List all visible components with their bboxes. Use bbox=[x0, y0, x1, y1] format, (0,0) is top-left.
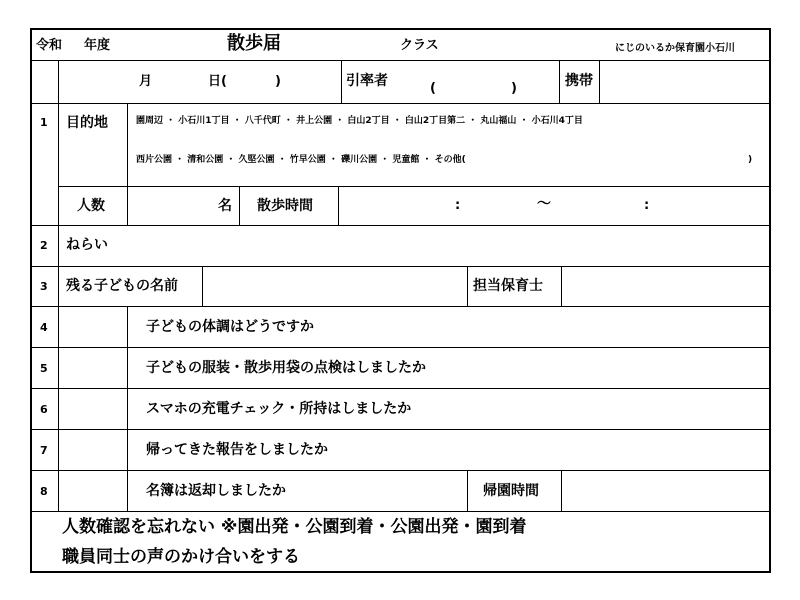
col-divider bbox=[467, 470, 468, 511]
footer-note-line1: 人数確認を忘れない ※園出発・公園到着・公園出発・園到着 bbox=[62, 517, 527, 537]
row-divider bbox=[32, 470, 769, 471]
return-time-label: 帰園時間 bbox=[483, 483, 539, 499]
col-divider bbox=[127, 103, 128, 225]
col-divider bbox=[559, 60, 560, 103]
row-number: 5 bbox=[40, 362, 48, 375]
footer-note-line2: 職員同士の声のかけ合いをする bbox=[62, 547, 300, 567]
col-divider bbox=[202, 266, 203, 306]
headcount-unit: 名 bbox=[218, 198, 232, 214]
col-divider bbox=[341, 60, 342, 103]
time-separator: : bbox=[455, 198, 461, 213]
row-divider bbox=[32, 266, 769, 267]
row-number: 6 bbox=[40, 403, 48, 416]
leader-paren-open: ( bbox=[430, 81, 436, 96]
row-divider bbox=[32, 511, 769, 512]
row-number: 3 bbox=[40, 280, 48, 293]
checklist-item-text: スマホの充電チェック・所持はしましたか bbox=[146, 401, 412, 417]
checklist-item-text: 子どもの服装・散歩用袋の点検はしましたか bbox=[146, 360, 426, 376]
walk-time-label: 散歩時間 bbox=[257, 198, 313, 214]
destination-label: 目的地 bbox=[66, 115, 108, 131]
checklist-item-text: 帰ってきた報告をしましたか bbox=[146, 442, 328, 458]
col-divider bbox=[467, 266, 468, 306]
school-name: にじのいるか保育園小石川 bbox=[615, 43, 735, 54]
row-divider bbox=[32, 429, 769, 430]
col-divider bbox=[127, 306, 128, 511]
row-divider bbox=[32, 388, 769, 389]
walk-notification-form bbox=[30, 28, 771, 573]
row-number: 1 bbox=[40, 116, 48, 129]
carry-label: 携帯 bbox=[565, 73, 593, 89]
day-close-paren: ) bbox=[275, 74, 281, 89]
destination-options-line1[interactable]: 園周辺 ・ 小石川1丁目 ・ 八千代町 ・ 井上公園 ・ 白山2丁目 ・ 白山2丁目第二 ・ 丸山福山 ・ 小石川4丁目 bbox=[136, 116, 583, 126]
month-label: 月 bbox=[139, 74, 153, 89]
destination-other-close: ) bbox=[748, 155, 753, 165]
headcount-label: 人数 bbox=[77, 198, 105, 214]
checklist-item-text: 名簿は返却しましたか bbox=[146, 483, 286, 499]
year-label: 年度 bbox=[84, 38, 111, 53]
col-divider bbox=[58, 60, 59, 511]
row-divider bbox=[32, 60, 769, 61]
row-divider bbox=[32, 225, 769, 226]
era-label: 令和 bbox=[36, 38, 63, 53]
col-divider bbox=[239, 186, 240, 225]
col-divider bbox=[599, 60, 600, 103]
row-number: 7 bbox=[40, 444, 48, 457]
row-divider bbox=[32, 103, 769, 104]
row-divider bbox=[58, 186, 769, 187]
col-divider bbox=[561, 266, 562, 306]
row-divider bbox=[32, 347, 769, 348]
col-divider bbox=[338, 186, 339, 225]
row-number: 8 bbox=[40, 485, 48, 498]
checklist-item-text: 子どもの体調はどうですか bbox=[146, 319, 314, 335]
row-divider bbox=[32, 306, 769, 307]
leader-paren-close: ) bbox=[511, 81, 517, 96]
row-number: 2 bbox=[40, 239, 48, 252]
aim-label: ねらい bbox=[66, 237, 108, 253]
time-separator: : bbox=[644, 198, 650, 213]
row-number: 4 bbox=[40, 321, 48, 334]
col-divider bbox=[561, 470, 562, 511]
time-range-tilde: ～ bbox=[537, 196, 551, 212]
teacher-label: 担当保育士 bbox=[473, 278, 543, 294]
page-title: 散歩届 bbox=[227, 33, 281, 54]
remaining-children-label: 残る子どもの名前 bbox=[66, 278, 178, 294]
class-label: クラス bbox=[400, 38, 439, 53]
leader-label: 引率者 bbox=[346, 73, 388, 89]
destination-options-line2[interactable]: 西片公園 ・ 清和公園 ・ 久堅公園 ・ 竹早公園 ・ 礫川公園 ・ 児童館 ・ その他( bbox=[136, 155, 466, 165]
day-label: 日( bbox=[208, 74, 227, 89]
